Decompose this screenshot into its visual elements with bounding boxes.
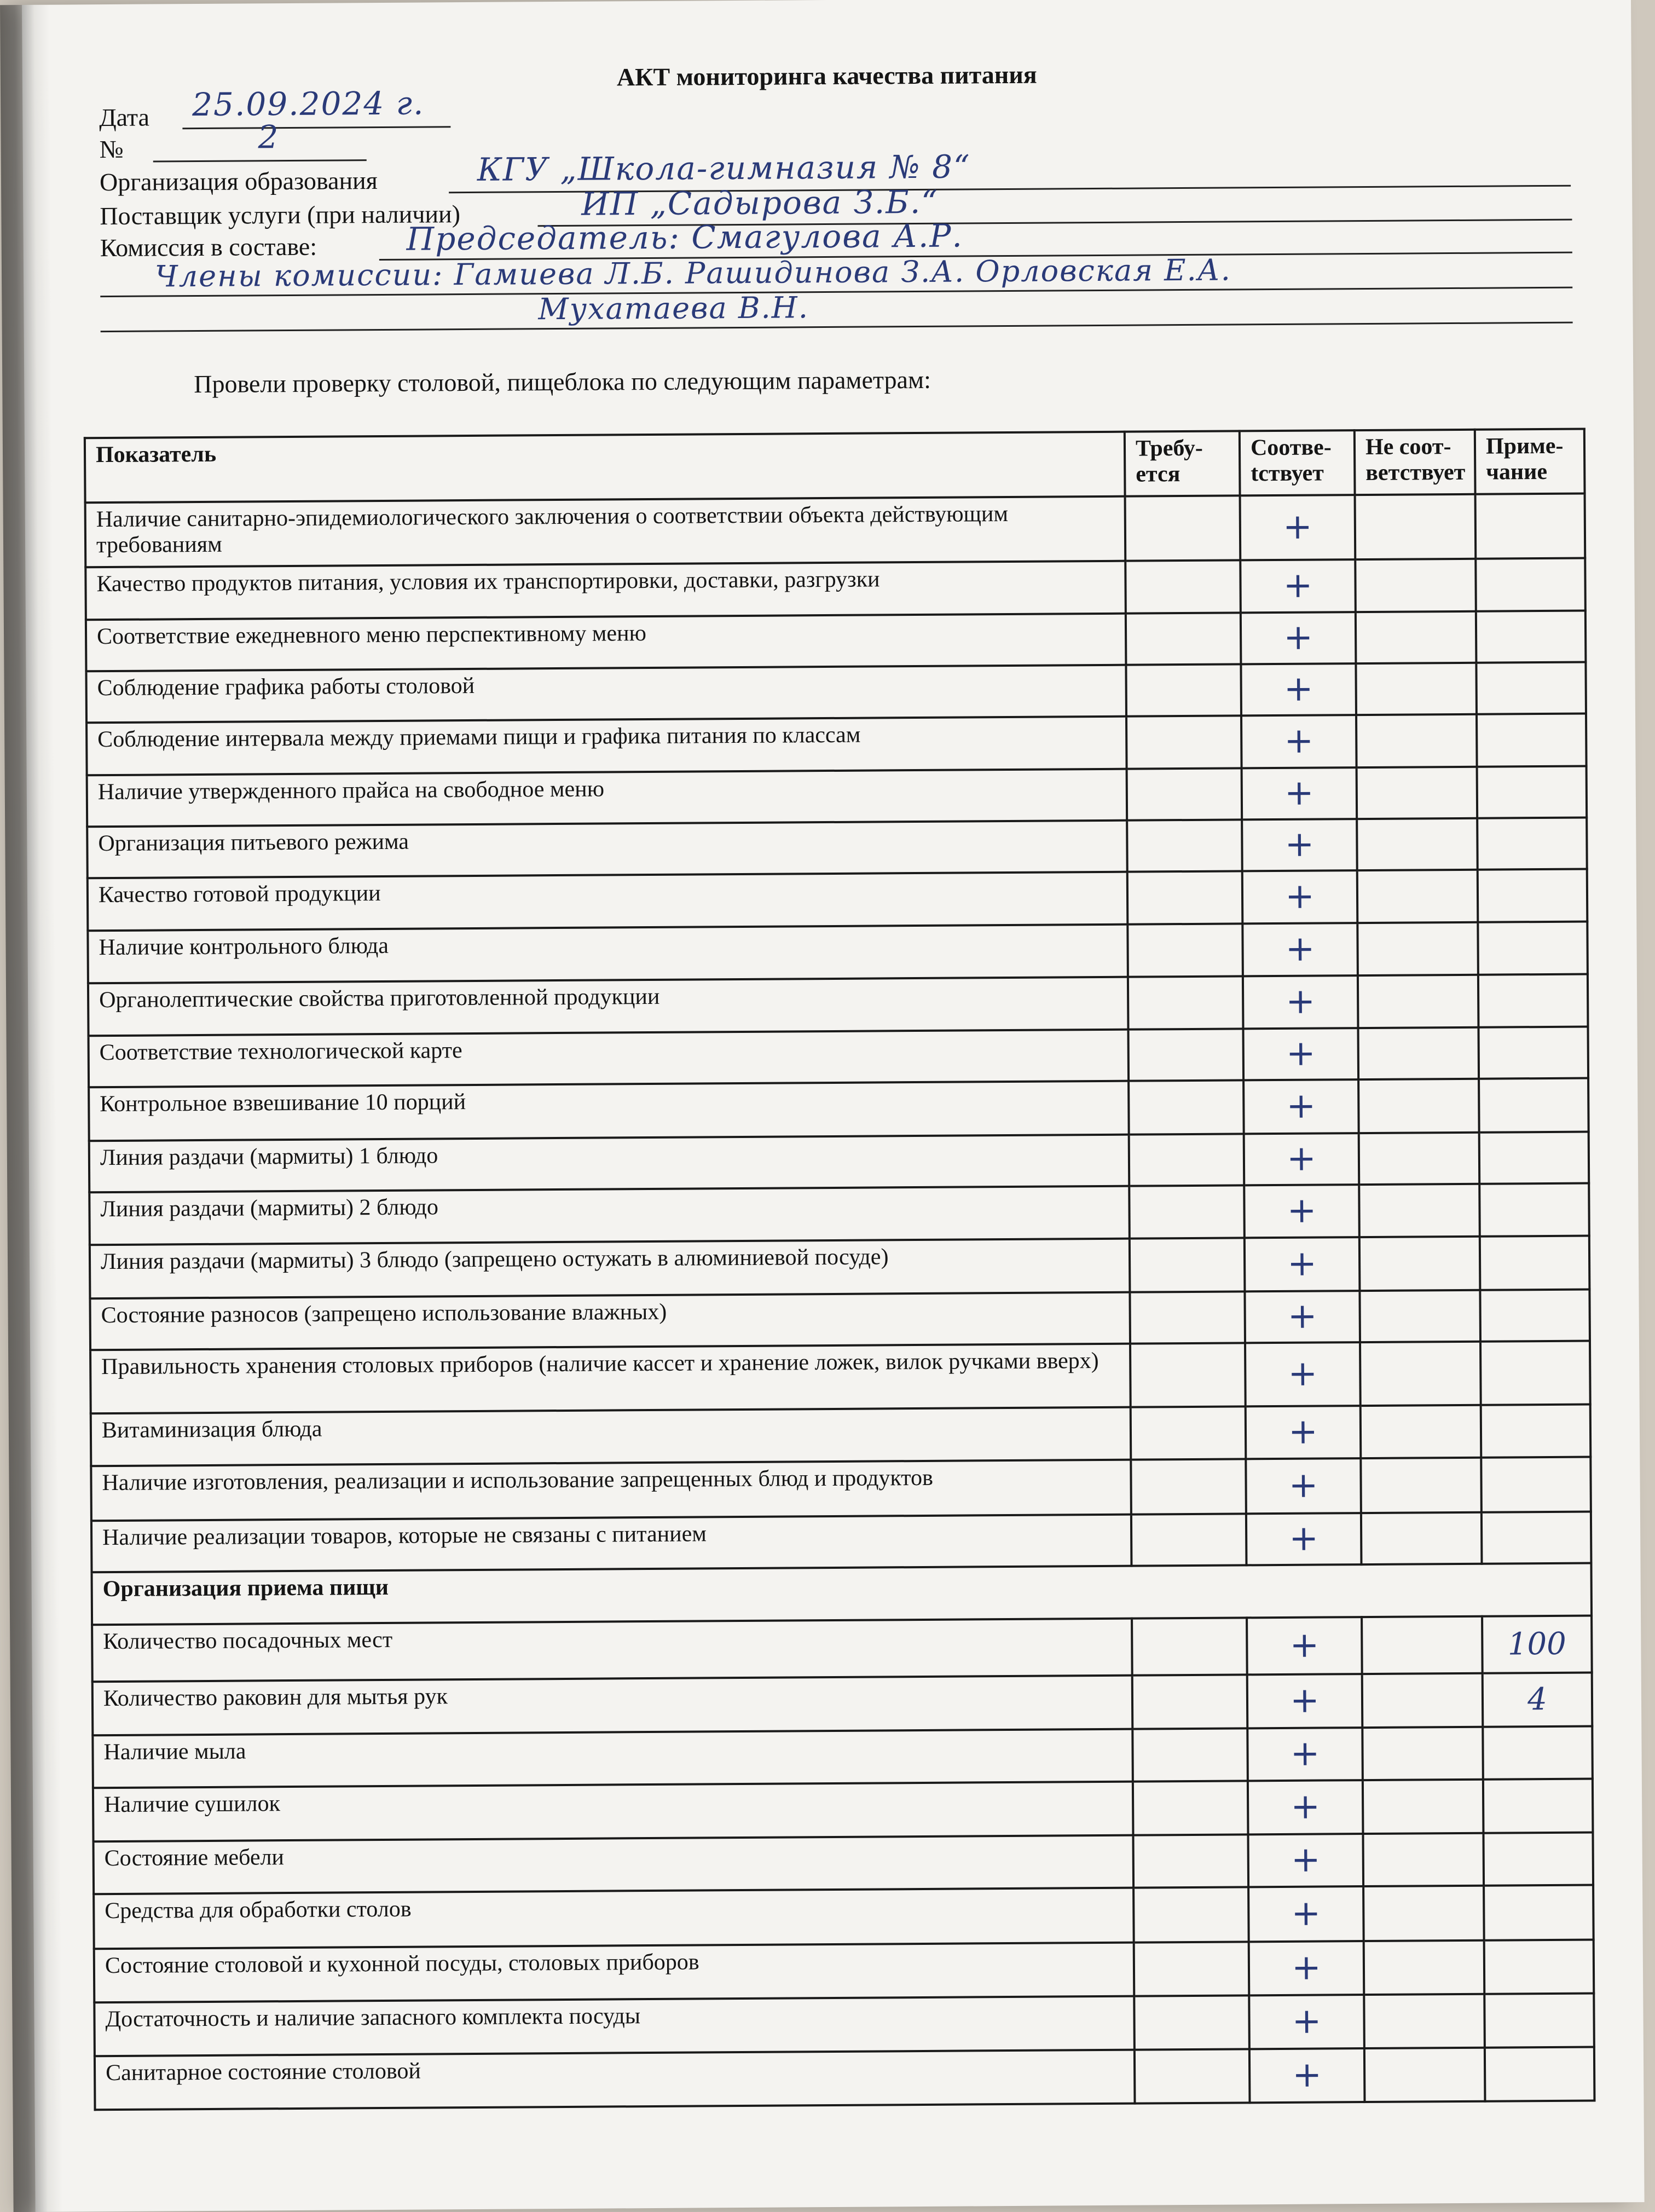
required-cell bbox=[1129, 1080, 1244, 1134]
not-complies-cell bbox=[1361, 1405, 1482, 1458]
required-cell bbox=[1127, 768, 1242, 820]
complies-cell: + bbox=[1244, 1185, 1359, 1238]
document-title: АКТ мониторинга качества питания bbox=[616, 60, 1037, 91]
supplier-label: Поставщик услуги (при наличии) bbox=[100, 200, 461, 230]
note-cell bbox=[1483, 1779, 1593, 1833]
not-complies-cell bbox=[1358, 975, 1479, 1028]
not-complies-cell bbox=[1362, 1616, 1483, 1674]
not-complies-cell bbox=[1355, 494, 1476, 559]
commission-members-2: Мухатаева В.Н. bbox=[538, 290, 809, 327]
required-cell bbox=[1132, 1674, 1248, 1729]
table-row bbox=[94, 1833, 1594, 1895]
table-row bbox=[94, 1885, 1594, 1949]
header-required: Требу- ется bbox=[1125, 431, 1240, 496]
required-cell bbox=[1132, 1618, 1247, 1675]
organization-label: Организация образования bbox=[99, 166, 378, 197]
not-complies-cell bbox=[1357, 767, 1478, 819]
note-cell bbox=[1484, 1994, 1594, 2048]
complies-cell: + bbox=[1246, 1406, 1361, 1459]
complies-cell: + bbox=[1242, 767, 1357, 819]
table-row bbox=[90, 1341, 1590, 1414]
indicator-cell: Наличие утвержденного прайса на свободное меню bbox=[87, 769, 1127, 827]
table-row bbox=[88, 922, 1588, 984]
indicator-cell: Состояние мебели bbox=[94, 1835, 1134, 1895]
note-cell bbox=[1480, 1236, 1590, 1290]
complies-cell: + bbox=[1244, 1133, 1359, 1185]
not-complies-cell bbox=[1364, 2048, 1485, 2102]
note-cell bbox=[1484, 1885, 1594, 1940]
note-cell bbox=[1485, 2047, 1595, 2101]
document-page bbox=[22, 0, 1645, 2212]
not-complies-cell bbox=[1361, 1458, 1482, 1513]
not-complies-cell bbox=[1359, 1133, 1480, 1185]
note-cell bbox=[1484, 1940, 1594, 1994]
indicator-cell: Состояние разносов (запрещено использование влажных) bbox=[90, 1292, 1130, 1350]
complies-cell: + bbox=[1240, 495, 1356, 560]
not-complies-cell bbox=[1358, 1079, 1479, 1133]
not-complies-cell bbox=[1363, 1833, 1484, 1886]
complies-cell: + bbox=[1245, 1342, 1361, 1406]
indicator-cell: Наличие сушилок bbox=[93, 1782, 1133, 1842]
required-cell bbox=[1130, 1343, 1246, 1407]
indicator-cell: Состояние столовой и кухонной посуды, столовых приборов bbox=[94, 1943, 1135, 2003]
section-title: Организация приема пищи bbox=[92, 1563, 1592, 1625]
note-cell bbox=[1476, 662, 1586, 714]
header-complies: Соотве- tствует bbox=[1240, 430, 1355, 495]
required-cell bbox=[1132, 1728, 1248, 1781]
not-complies-cell bbox=[1362, 1727, 1483, 1780]
required-cell bbox=[1126, 613, 1241, 665]
complies-cell: + bbox=[1243, 975, 1358, 1029]
note-cell bbox=[1478, 974, 1588, 1027]
date-label: Дата bbox=[99, 103, 150, 132]
complies-cell: + bbox=[1245, 1237, 1360, 1291]
required-cell bbox=[1133, 1887, 1249, 1942]
table-row bbox=[92, 1673, 1593, 1736]
complies-cell: + bbox=[1242, 819, 1357, 871]
not-complies-cell bbox=[1357, 922, 1478, 975]
indicator-cell: Наличие контрольного блюда bbox=[88, 925, 1128, 984]
header-indicator: Показатель bbox=[85, 432, 1125, 503]
not-complies-cell bbox=[1359, 1184, 1480, 1237]
indicator-cell: Качество готовой продукции bbox=[88, 872, 1128, 931]
required-cell bbox=[1127, 871, 1243, 924]
members-underline-2 bbox=[101, 322, 1573, 332]
table-row bbox=[88, 974, 1588, 1036]
note-cell bbox=[1483, 1833, 1593, 1886]
required-cell bbox=[1133, 1834, 1248, 1887]
indicator-cell: Наличие мыла bbox=[92, 1729, 1133, 1788]
indicator-cell: Линия раздачи (мармиты) 1 блюдо bbox=[89, 1135, 1130, 1193]
indicator-cell: Соблюдение графика работы столовой bbox=[86, 665, 1126, 723]
note-cell bbox=[1475, 558, 1585, 611]
table-row bbox=[91, 1457, 1591, 1521]
table-row bbox=[86, 662, 1586, 723]
required-cell bbox=[1134, 1995, 1249, 2049]
complies-cell: + bbox=[1247, 1617, 1362, 1674]
number-label: № bbox=[99, 135, 124, 164]
not-complies-cell bbox=[1355, 559, 1476, 612]
table-row bbox=[94, 1994, 1594, 2057]
complies-cell: + bbox=[1241, 715, 1357, 768]
required-cell bbox=[1135, 2049, 1250, 2103]
required-cell bbox=[1131, 1514, 1247, 1566]
number-value: 2 bbox=[258, 118, 280, 156]
complies-cell: + bbox=[1249, 1941, 1364, 1995]
commission-label: Комиссия в составе: bbox=[100, 232, 317, 262]
indicator-cell: Организация питьевого режима bbox=[87, 821, 1127, 879]
required-cell bbox=[1131, 1406, 1246, 1459]
header-note: Приме- чание bbox=[1475, 429, 1585, 494]
table-row bbox=[87, 818, 1587, 879]
required-cell bbox=[1127, 819, 1242, 871]
number-underline bbox=[153, 159, 367, 162]
note-cell bbox=[1478, 1027, 1588, 1079]
required-cell bbox=[1133, 1781, 1248, 1835]
not-complies-cell bbox=[1363, 1886, 1484, 1941]
complies-cell: + bbox=[1247, 1674, 1363, 1728]
table-row bbox=[94, 1940, 1594, 2003]
indicator-cell: Линия раздачи (мармиты) 3 блюдо (запрещено остужать в алюминиевой посуде) bbox=[90, 1239, 1130, 1299]
required-cell bbox=[1125, 495, 1241, 561]
note-cell bbox=[1478, 869, 1588, 922]
table-row bbox=[86, 714, 1587, 776]
indicator-cell: Средства для обработки столов bbox=[94, 1888, 1134, 1949]
complies-cell: + bbox=[1241, 663, 1356, 715]
required-cell bbox=[1129, 1185, 1245, 1238]
complies-cell: + bbox=[1241, 612, 1356, 664]
note-cell bbox=[1482, 1512, 1592, 1564]
commission-chair: Председатель: Смагулова А.Р. bbox=[406, 217, 964, 258]
indicator-cell: Соответствие ежедневного меню перспективному меню bbox=[86, 614, 1126, 672]
section-row bbox=[92, 1563, 1592, 1625]
indicator-cell: Правильность хранения столовых приборов (наличие кассет и хранение ложек, вилок ручками вверх) bbox=[90, 1344, 1131, 1414]
complies-cell: + bbox=[1249, 2048, 1365, 2103]
note-cell bbox=[1477, 714, 1587, 767]
table-row bbox=[87, 766, 1587, 827]
table-row bbox=[91, 1512, 1592, 1573]
table-row bbox=[85, 494, 1585, 568]
indicator-cell: Санитарное состояние столовой bbox=[95, 2050, 1135, 2110]
not-complies-cell bbox=[1361, 1512, 1482, 1564]
commission-members-1: Члены комиссии: Гамиева Л.Б. Рашидинова З.А. Орловская Е.А. bbox=[154, 252, 1231, 294]
note-cell bbox=[1480, 1341, 1590, 1405]
table-row bbox=[95, 2047, 1595, 2110]
organization-value: КГУ „Школа-гимназия № 8“ bbox=[477, 148, 971, 188]
required-cell bbox=[1131, 1459, 1246, 1514]
required-cell bbox=[1125, 560, 1241, 613]
not-complies-cell bbox=[1356, 714, 1477, 767]
supplier-value: ИП „Садырова З.Б.“ bbox=[581, 183, 939, 223]
complies-cell: + bbox=[1242, 870, 1358, 923]
table-row bbox=[92, 1616, 1592, 1682]
complies-cell: + bbox=[1246, 1458, 1361, 1514]
intro-text: Провели проверку столовой, пищеблока по следующим параметрам: bbox=[194, 365, 931, 398]
complies-cell: + bbox=[1248, 1834, 1363, 1887]
date-underline bbox=[182, 126, 450, 129]
table-row bbox=[89, 1027, 1589, 1088]
complies-cell: + bbox=[1248, 1780, 1363, 1834]
complies-cell: + bbox=[1242, 923, 1358, 976]
required-cell bbox=[1126, 664, 1241, 716]
inspection-table bbox=[84, 428, 1596, 2111]
not-complies-cell bbox=[1364, 1994, 1485, 2048]
table-row bbox=[89, 1183, 1589, 1245]
indicator-cell: Наличие реализации товаров, которые не связаны с питанием bbox=[91, 1515, 1132, 1573]
table-row bbox=[89, 1078, 1589, 1141]
indicator-cell: Соответствие технологической карте bbox=[89, 1030, 1129, 1088]
not-complies-cell bbox=[1356, 611, 1477, 663]
indicator-cell: Органолептические свойства приготовленной продукции bbox=[88, 977, 1129, 1036]
complies-cell: + bbox=[1240, 559, 1356, 613]
note-cell bbox=[1477, 766, 1587, 818]
indicator-cell: Количество посадочных мест bbox=[92, 1619, 1132, 1682]
note-cell bbox=[1475, 494, 1585, 559]
indicator-cell: Количество раковин для мытья рук bbox=[92, 1676, 1133, 1736]
note-cell bbox=[1481, 1405, 1591, 1458]
note-cell bbox=[1478, 922, 1588, 975]
note-cell bbox=[1480, 1290, 1590, 1342]
table-row bbox=[90, 1236, 1590, 1299]
not-complies-cell bbox=[1356, 663, 1477, 715]
required-cell bbox=[1130, 1291, 1245, 1343]
table-row bbox=[86, 611, 1586, 672]
not-complies-cell bbox=[1357, 818, 1478, 870]
note-cell bbox=[1479, 1078, 1589, 1133]
required-cell bbox=[1127, 923, 1243, 977]
complies-cell: + bbox=[1247, 1728, 1363, 1781]
note-cell: 4 bbox=[1483, 1673, 1593, 1727]
indicator-cell: Соблюдение интервала между приемами пищи и графика питания по классам bbox=[86, 717, 1127, 776]
not-complies-cell bbox=[1364, 1940, 1485, 1995]
indicator-cell: Линия раздачи (мармиты) 2 блюдо bbox=[89, 1186, 1130, 1245]
not-complies-cell bbox=[1362, 1673, 1483, 1728]
indicator-cell: Наличие санитарно-эпидемиологического заключения о соответствии объекта действующим требованиям bbox=[85, 496, 1126, 568]
complies-cell: + bbox=[1243, 1028, 1358, 1080]
required-cell bbox=[1130, 1238, 1245, 1292]
table-row bbox=[93, 1779, 1593, 1842]
not-complies-cell bbox=[1358, 1027, 1479, 1079]
note-cell bbox=[1479, 1183, 1589, 1237]
indicator-cell: Витаминизация блюда bbox=[91, 1407, 1131, 1466]
not-complies-cell bbox=[1359, 1290, 1480, 1342]
note-cell bbox=[1479, 1132, 1589, 1184]
required-cell bbox=[1128, 976, 1243, 1029]
required-cell bbox=[1134, 1942, 1249, 1996]
note-cell bbox=[1481, 1457, 1591, 1512]
not-complies-cell bbox=[1363, 1780, 1484, 1834]
table-header-row bbox=[85, 429, 1585, 503]
required-cell bbox=[1129, 1134, 1245, 1186]
table-row bbox=[89, 1132, 1589, 1193]
indicator-cell: Качество продуктов питания, условия их транспортировки, доставки, разгрузки bbox=[85, 561, 1126, 620]
header-not-complies: Не соот- ветствует bbox=[1355, 430, 1475, 495]
complies-cell: + bbox=[1249, 1995, 1364, 2049]
table-row bbox=[91, 1405, 1591, 1466]
note-cell bbox=[1476, 611, 1586, 663]
indicator-cell: Наличие изготовления, реализации и использование запрещенных блюд и продуктов bbox=[91, 1460, 1131, 1521]
table-row bbox=[92, 1726, 1593, 1788]
indicator-cell: Достаточность и наличие запасного комплекта посуды bbox=[94, 1996, 1135, 2057]
table-row bbox=[88, 869, 1588, 931]
complies-cell: + bbox=[1246, 1513, 1362, 1565]
complies-cell: + bbox=[1245, 1291, 1360, 1343]
not-complies-cell bbox=[1359, 1237, 1480, 1291]
table-row bbox=[90, 1290, 1590, 1350]
not-complies-cell bbox=[1357, 870, 1478, 923]
required-cell bbox=[1128, 1029, 1243, 1081]
note-cell bbox=[1483, 1726, 1593, 1780]
complies-cell: + bbox=[1243, 1079, 1359, 1134]
indicator-cell: Контрольное взвешивание 10 порций bbox=[89, 1081, 1129, 1141]
required-cell bbox=[1126, 715, 1242, 769]
date-value: 25.09.2024 г. bbox=[192, 84, 425, 124]
note-cell bbox=[1477, 818, 1587, 870]
table-row bbox=[85, 558, 1585, 620]
not-complies-cell bbox=[1360, 1342, 1481, 1406]
note-cell: 100 bbox=[1482, 1616, 1592, 1673]
complies-cell: + bbox=[1248, 1886, 1364, 1942]
